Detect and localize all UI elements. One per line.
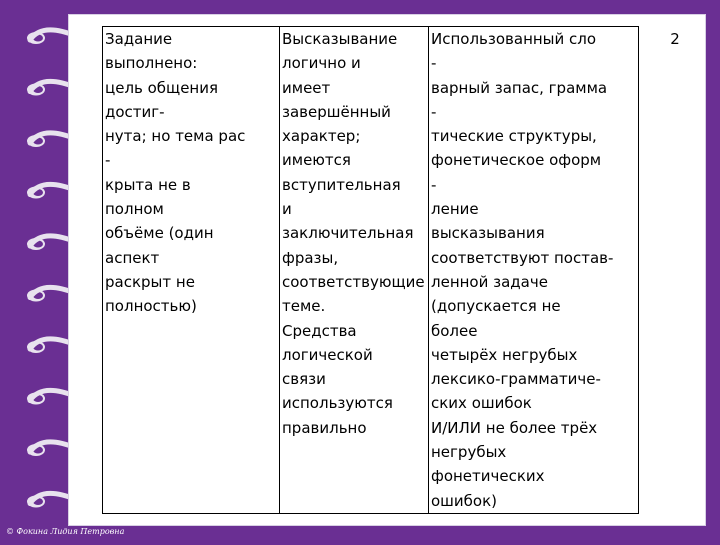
text-line: полном (105, 200, 164, 219)
text-line: аспект (105, 248, 160, 267)
text-line: Средства (282, 321, 357, 340)
text-line: заключительная (282, 224, 414, 243)
language-cell (429, 27, 639, 514)
text-line: фонетических (431, 467, 545, 486)
text-line: Использованный сло (431, 30, 597, 48)
text-line: соответствующие (282, 272, 425, 291)
organization-cell (280, 27, 429, 514)
text-line: И/ИЛИ не более трёх (431, 418, 598, 437)
text-line: высказывания (431, 224, 545, 243)
text-line: полностью) (105, 297, 197, 316)
text-line: фонетическое оформ (431, 151, 602, 170)
text-line: достиг- (105, 102, 165, 121)
task-cell (103, 27, 280, 514)
text-line: объёме (один (105, 224, 214, 243)
text-line: - (105, 151, 111, 170)
text-line: Высказывание (282, 30, 398, 48)
text-line: четырёх негрубых (431, 345, 578, 364)
text-line: негрубых (431, 443, 507, 462)
text-line: лексико-грамматиче- (431, 370, 601, 389)
text-line: ленной задаче (431, 272, 548, 291)
text-line: и (282, 200, 292, 219)
text-line: имеются (282, 151, 351, 170)
text-line: (допускается не (431, 297, 561, 316)
text-line: раскрыт не (105, 272, 195, 291)
text-line: ских ошибок (431, 394, 532, 413)
score-cell (639, 27, 710, 514)
text-line: нута; но тема рас (105, 127, 246, 146)
text-line: правильно (282, 418, 367, 437)
criteria-table (102, 26, 709, 514)
text-line: более (431, 321, 478, 340)
text-line: варный запас, грамма (431, 78, 608, 97)
text-line: используются (282, 394, 393, 413)
copyright-text: © Фокина Лидия Петровна (6, 527, 125, 536)
text-line: вступительная (282, 175, 401, 194)
text-line: цель общения (105, 78, 218, 97)
text-line: ошибок) (431, 491, 497, 510)
text-line: связи (282, 370, 326, 389)
text-line: фразы, (282, 248, 339, 267)
text-line: - (431, 175, 437, 194)
text-line: имеет (282, 78, 331, 97)
text-line: логично и (282, 54, 361, 73)
text-line: - (431, 102, 437, 121)
text-line: соответствуют постав- (431, 248, 614, 267)
text-line: Задание (105, 30, 173, 48)
text-line: характер; (282, 127, 361, 146)
text-line: - (431, 54, 437, 73)
text-line: теме. (282, 297, 326, 316)
text-line: крыта не в (105, 175, 191, 194)
text-line: логической (282, 345, 373, 364)
score-value: 2 (670, 29, 680, 48)
text-line: тические структуры, (431, 127, 597, 146)
text-line: выполнено: (105, 54, 198, 73)
text-line: завершённый (282, 102, 391, 121)
text-line: ление (431, 200, 479, 219)
table-row (103, 27, 710, 514)
